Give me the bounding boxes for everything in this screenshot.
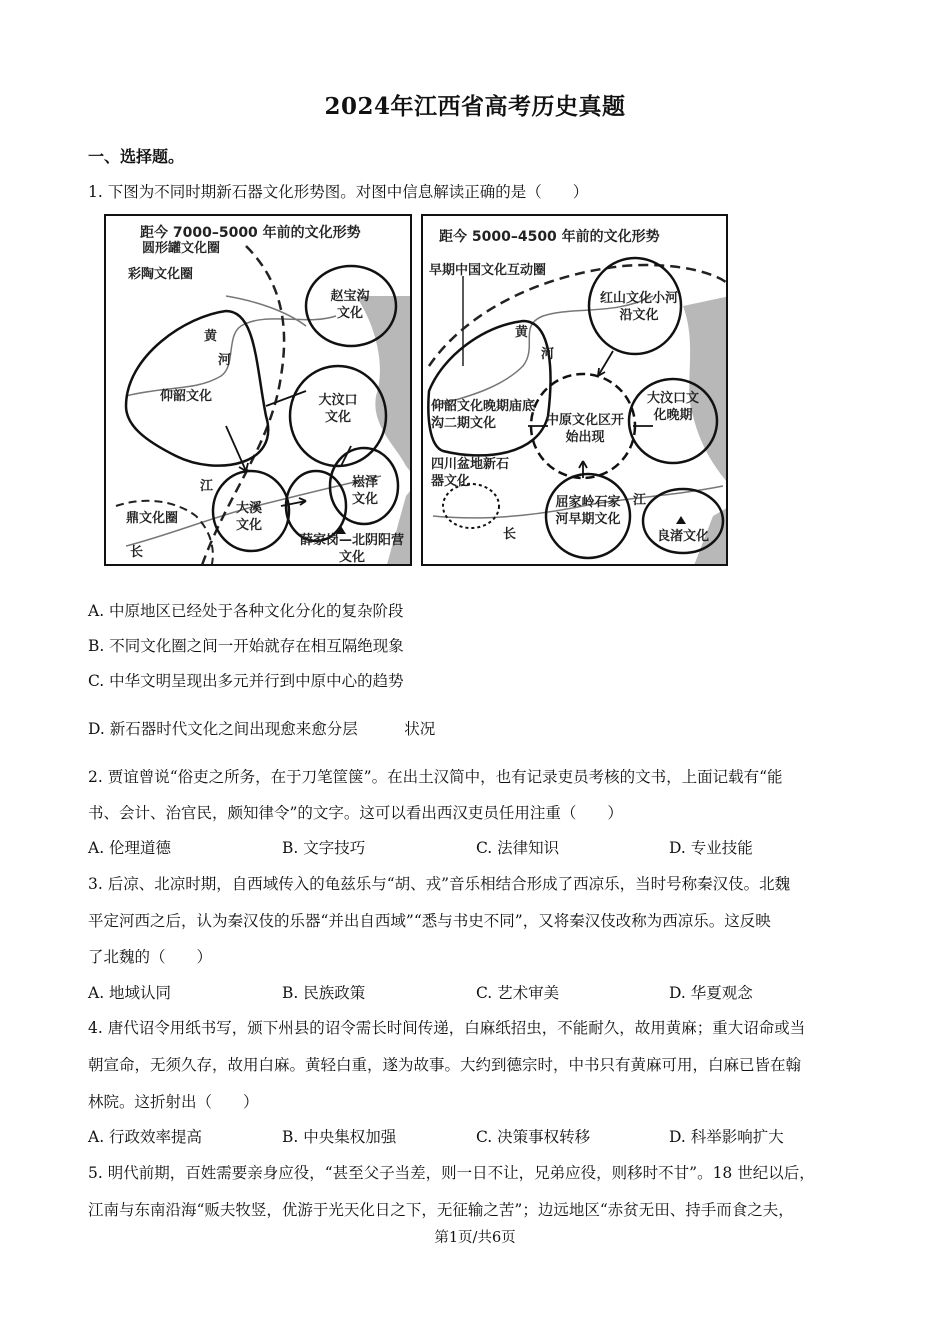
map-right-label-7: 大汶口文化晚期 <box>646 391 699 423</box>
map-left-label-9: 大溪文化 <box>235 501 262 533</box>
page-footer: 第1页/共6页 <box>434 1230 516 1246</box>
question-1-option-a: A. 中原地区已经处于各种文化分化的复杂阶段 <box>88 602 404 620</box>
question-3-option-c: C. 艺术审美 <box>476 984 560 1002</box>
question-2-line-1: 2. 贾谊曾说“俗吏之所务，在于刀笔筐箧”。在出土汉简中，也有记录吏员考核的文书，上面记载有“能 <box>88 768 783 786</box>
question-5-line-1: 5. 明代前期，百姓需要亲身应役，“甚至父子当差，则一日不让，兄弟应役，则移时不甘”。18 世纪以后， <box>88 1164 815 1182</box>
map-right-label-2: 红山文化小河沿文化 <box>599 291 678 323</box>
question-1-option-d: D. 新石器时代文化之间出现愈来愈分层 状况 <box>88 720 436 738</box>
map-right-label-4: 河 <box>541 347 555 362</box>
map-right-label-3: 黄 <box>515 325 529 340</box>
map-left-title: 距今 7000–5000 年前的文化形势 <box>140 225 361 241</box>
map-right-label-10: 江 <box>633 493 647 508</box>
map-left-label-4: 黄 <box>204 329 218 344</box>
question-5-line-2: 江南与东南沿海“贩夫牧竖，优游于光天化日之下，无征输之苦”；边远地区“赤贫无田、持手而食之夫， <box>88 1201 794 1219</box>
question-2-option-c: C. 法律知识 <box>476 839 560 857</box>
question-1-stem: 1. 下图为不同时期新石器文化形势图。对图中信息解读正确的是（ ） <box>88 183 589 201</box>
question-4-line-3: 林院。这折射出（ ） <box>88 1093 259 1111</box>
question-3-option-a: A. 地域认同 <box>88 984 172 1002</box>
question-2-option-a: A. 伦理道德 <box>88 839 172 857</box>
map-right-label-11: 长 <box>503 527 517 542</box>
map-right-label-6: 中原文化区开始出现 <box>545 413 624 445</box>
page-title: 2024年江西省高考历史真题 <box>324 93 626 120</box>
question-4-option-c: C. 决策事权转移 <box>476 1128 591 1146</box>
map-left-label-3: 赵宝沟文化 <box>330 289 370 321</box>
map-left-label-8: 江 <box>200 479 214 494</box>
question-3-line-2: 平定河西之后，认为秦汉伎的乐器“并出自西域”“悉与书史不同”，又将秦汉伎改称为西凉乐。这反映 <box>88 912 771 930</box>
map-right-5000-4500 <box>421 214 728 566</box>
question-2-option-b: B. 文字技巧 <box>282 839 366 857</box>
map-right-label-5: 仰韶文化晚期庙底沟二期文化 <box>431 399 536 431</box>
map-left-7000-5000 <box>104 214 412 566</box>
question-3-line-1: 3. 后凉、北凉时期，自西域传入的龟兹乐与“胡、戎”音乐相结合形成了西凉乐，当时号称秦汉伎。北魏 <box>88 875 791 893</box>
map-left-label-12: 长 <box>130 545 144 560</box>
question-4-option-a: A. 行政效率提高 <box>88 1128 203 1146</box>
map-left-label-2: 彩陶文化圈 <box>128 267 194 282</box>
question-3-line-3: 了北魏的（ ） <box>88 948 213 966</box>
map-left-label-1: 圆形罐文化圈 <box>142 241 221 256</box>
map-right-label-12: 良渚文化 <box>657 529 710 544</box>
question-4-option-d: D. 科举影响扩大 <box>669 1128 784 1146</box>
question-4-line-1: 4. 唐代诏令用纸书写，颁下州县的诏令需长时间传递，白麻纸招虫，不能耐久，故用黄麻；重大诏命或当 <box>88 1019 806 1037</box>
question-3-option-b: B. 民族政策 <box>282 984 366 1002</box>
map-left-label-11: 鼎文化圈 <box>126 511 179 526</box>
question-4-line-2: 朝宣命，无须久存，故用白麻。黄轻白重，遂为故事。大约到德宗时，中书只有黄麻可用，白麻已皆在翰 <box>88 1056 802 1074</box>
question-3-option-d: D. 华夏观念 <box>669 984 753 1002</box>
map-right-label-9: 屈家岭石家河早期文化 <box>555 495 621 527</box>
question-1-option-b: B. 不同文化圈之间一开始就存在相互隔绝现象 <box>88 637 404 655</box>
question-2-option-d: D. 专业技能 <box>669 839 753 857</box>
map-right-label-1: 早期中国文化互动圈 <box>429 263 547 278</box>
question-2-line-2: 书、会计、治官民，颇知律令”的文字。这可以看出西汉吏员任用注重（ ） <box>88 804 623 822</box>
map-left-label-10: 崧泽文化 <box>351 475 378 507</box>
map-left-label-13: 薛家岗—北阴阳营文化 <box>299 533 404 565</box>
map-left-label-6: 仰韶文化 <box>160 389 213 404</box>
map-left-label-7: 大汶口文化 <box>318 393 358 425</box>
question-1-option-c: C. 中华文明呈现出多元并行到中原中心的趋势 <box>88 672 404 690</box>
map-right-label-8: 四川盆地新石器文化 <box>431 457 510 489</box>
map-right-title: 距今 5000–4500 年前的文化形势 <box>439 229 660 245</box>
map-left-label-5: 河 <box>218 353 232 368</box>
section-heading: 一、选择题。 <box>88 147 185 166</box>
question-4-option-b: B. 中央集权加强 <box>282 1128 397 1146</box>
